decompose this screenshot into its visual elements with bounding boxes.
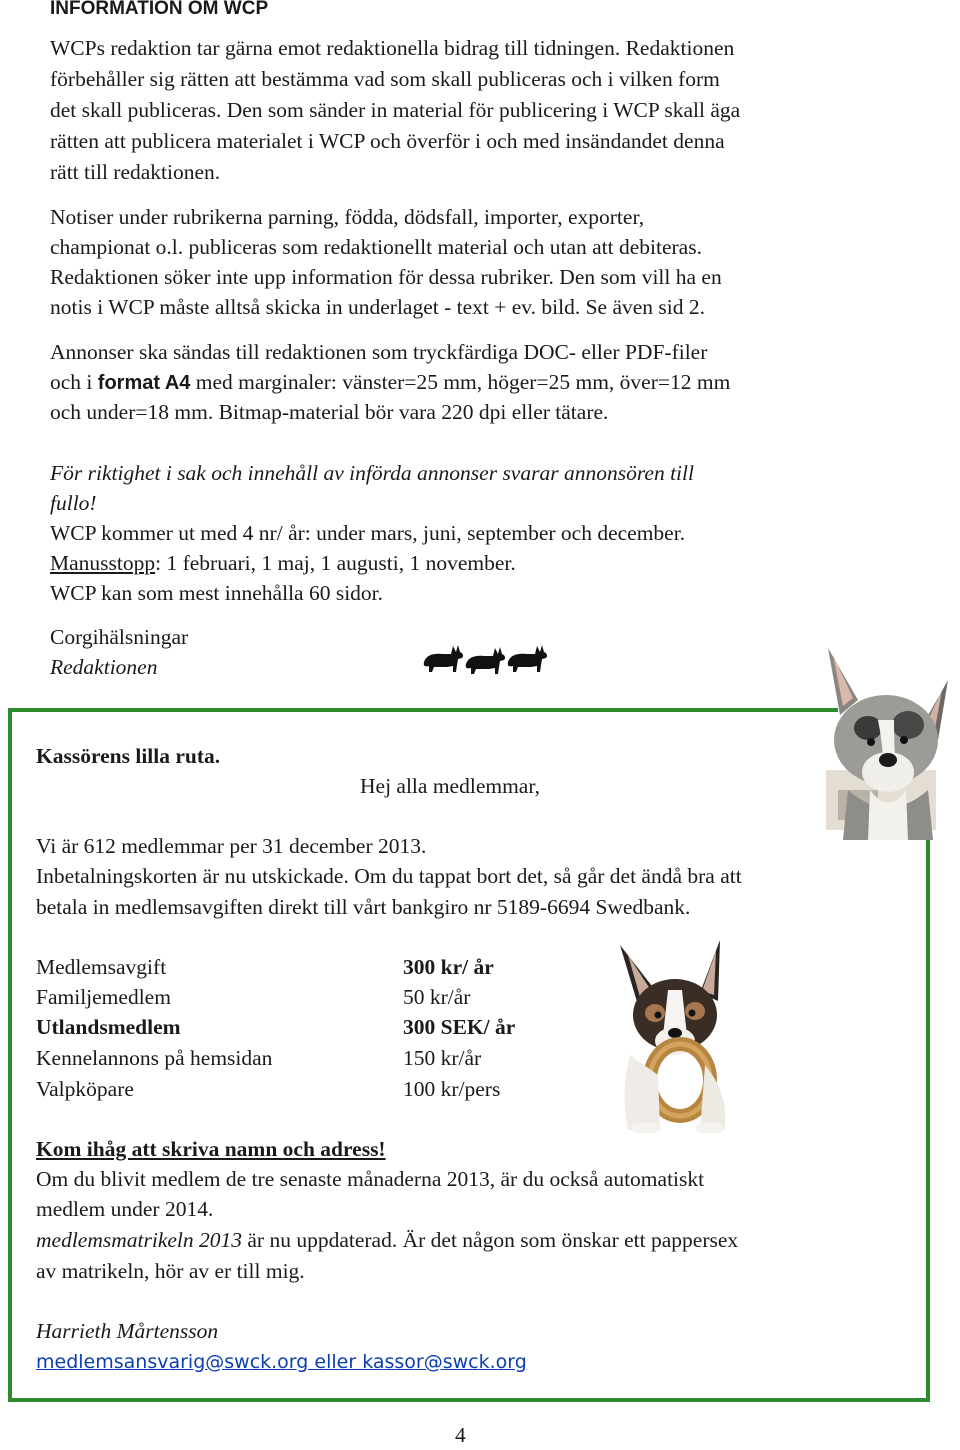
issues-line: WCP kommer ut med 4 nr/ år: under mars, juni, september och december.: [50, 521, 686, 545]
maxpages-line: WCP kan som mest innehålla 60 sidor.: [50, 581, 384, 605]
disclaimer-line2: fullo!: [50, 491, 97, 515]
matrikel-line1: [36, 1225, 738, 1255]
fee-label-4: Kennelannons på hemsidan: [36, 1046, 273, 1070]
fee-label-1: Medlemsavgift: [36, 955, 167, 979]
para3-line3: och under=18 mm. Bitmap-material bör vara 220 dpi eller tätare.: [50, 400, 609, 424]
sender: Redaktionen: [50, 655, 158, 679]
fee-label-5: Valpköpare: [36, 1077, 134, 1101]
para1-line4: rätten att publicera materialet i WCP och överför i och med insändandet denna: [50, 129, 725, 153]
format-a4: format A4: [97, 372, 191, 394]
section-heading: INFORMATION OM WCP: [50, 0, 269, 19]
cards-line2: betala in medlemsavgiften direkt till vårt bankgiro nr 5189-6694 Swedbank.: [36, 895, 691, 919]
or-text: eller: [308, 1351, 363, 1373]
disclaimer-line1: För riktighet i sak och innehåll av införda annonser svarar annonsören till: [50, 461, 694, 485]
deadline-dates: : 1 februari, 1 maj, 1 augusti, 1 november.: [155, 551, 516, 575]
matrikel-title: medlemsmatrikeln 2013: [36, 1228, 243, 1252]
para3-line2-pre: och i: [50, 370, 98, 394]
box-hello: Hej alla medlemmar,: [360, 774, 541, 798]
fee-value-4: 150 kr/år: [403, 1046, 482, 1070]
para3-line1: Annonser ska sändas till redaktionen som tryckfärdiga DOC- eller PDF-filer: [50, 340, 708, 364]
para1-line1: WCPs redaktion tar gärna emot redaktionella bidrag till tidningen. Redaktionen: [50, 36, 735, 60]
page-number: 4: [455, 1423, 466, 1447]
para3-line2: [50, 367, 730, 398]
fee-label-3: Utlandsmedlem: [36, 1015, 181, 1039]
para1-line5: rätt till redaktionen.: [50, 160, 221, 184]
box-border-right: [926, 838, 930, 1402]
matrikel-line2: av matrikeln, hör av er till mig.: [36, 1259, 305, 1283]
corgi-silhouette-icon: [424, 645, 463, 672]
merle-corgi-photo: [808, 640, 958, 840]
para2-line4: notis i WCP måste alltså skicka in underlaget - text + ev. bild. Se även sid 2.: [50, 295, 706, 319]
signer-name: Harrieth Mårtensson: [36, 1319, 219, 1343]
matrikel-rest: är nu uppdaterad. Är det någon som önskar ett pappersex: [242, 1228, 739, 1252]
auto-line1: Om du blivit medlem de tre senaste månaderna 2013, är du också automatiskt: [36, 1167, 705, 1191]
corgi-silhouette-icon-2: [466, 647, 505, 674]
para1-line3: det skall publiceras. Den som sänder in material för publicering i WCP skall äga: [50, 98, 741, 122]
para2-line2: championat o.l. publiceras som redaktionellt material och utan att debiteras.: [50, 235, 702, 259]
corgi-silhouette-icon-3: [508, 645, 547, 672]
contact-emails: [36, 1346, 527, 1377]
email-link-medlemsansvarig[interactable]: medlemsansvarig@swck.org: [36, 1351, 309, 1373]
para1-line2: förbehåller sig rätten att bestämma vad som skall publiceras och i vilken form: [50, 67, 720, 91]
auto-line2: medlem under 2014.: [36, 1197, 214, 1221]
remember-line: Kom ihåg att skriva namn och adress!: [36, 1137, 386, 1161]
corgi-with-toy-photo: [600, 935, 750, 1135]
greeting: Corgihälsningar: [50, 625, 189, 649]
fee-value-2: 50 kr/år: [403, 985, 471, 1009]
fee-value-3: 300 SEK/ år: [403, 1015, 516, 1039]
deadline-label: Manusstopp: [50, 551, 156, 575]
deadline-line: [50, 548, 516, 578]
members-line: Vi är 612 medlemmar per 31 december 2013.: [36, 834, 427, 858]
cards-line1: Inbetalningskorten är nu utskickade. Om du tappat bort det, så går det ändå bra att: [36, 864, 742, 888]
fee-value-5: 100 kr/pers: [403, 1077, 501, 1101]
fee-value-1: 300 kr/ år: [403, 955, 494, 979]
box-title: Kassörens lilla ruta.: [36, 744, 221, 768]
para2-line3: Redaktionen söker inte upp information för dessa rubriker. Den som vill ha en: [50, 265, 722, 289]
email-link-kassor[interactable]: kassor@swck.org: [362, 1351, 527, 1373]
para3-line2-post: med marginaler: vänster=25 mm, höger=25 mm, över=12 mm: [190, 370, 731, 394]
corgi-silhouettes-icon: [420, 640, 552, 678]
para2-line1: Notiser under rubrikerna parning, födda, dödsfall, importer, exporter,: [50, 205, 645, 229]
fee-label-2: Familjemedlem: [36, 985, 171, 1009]
